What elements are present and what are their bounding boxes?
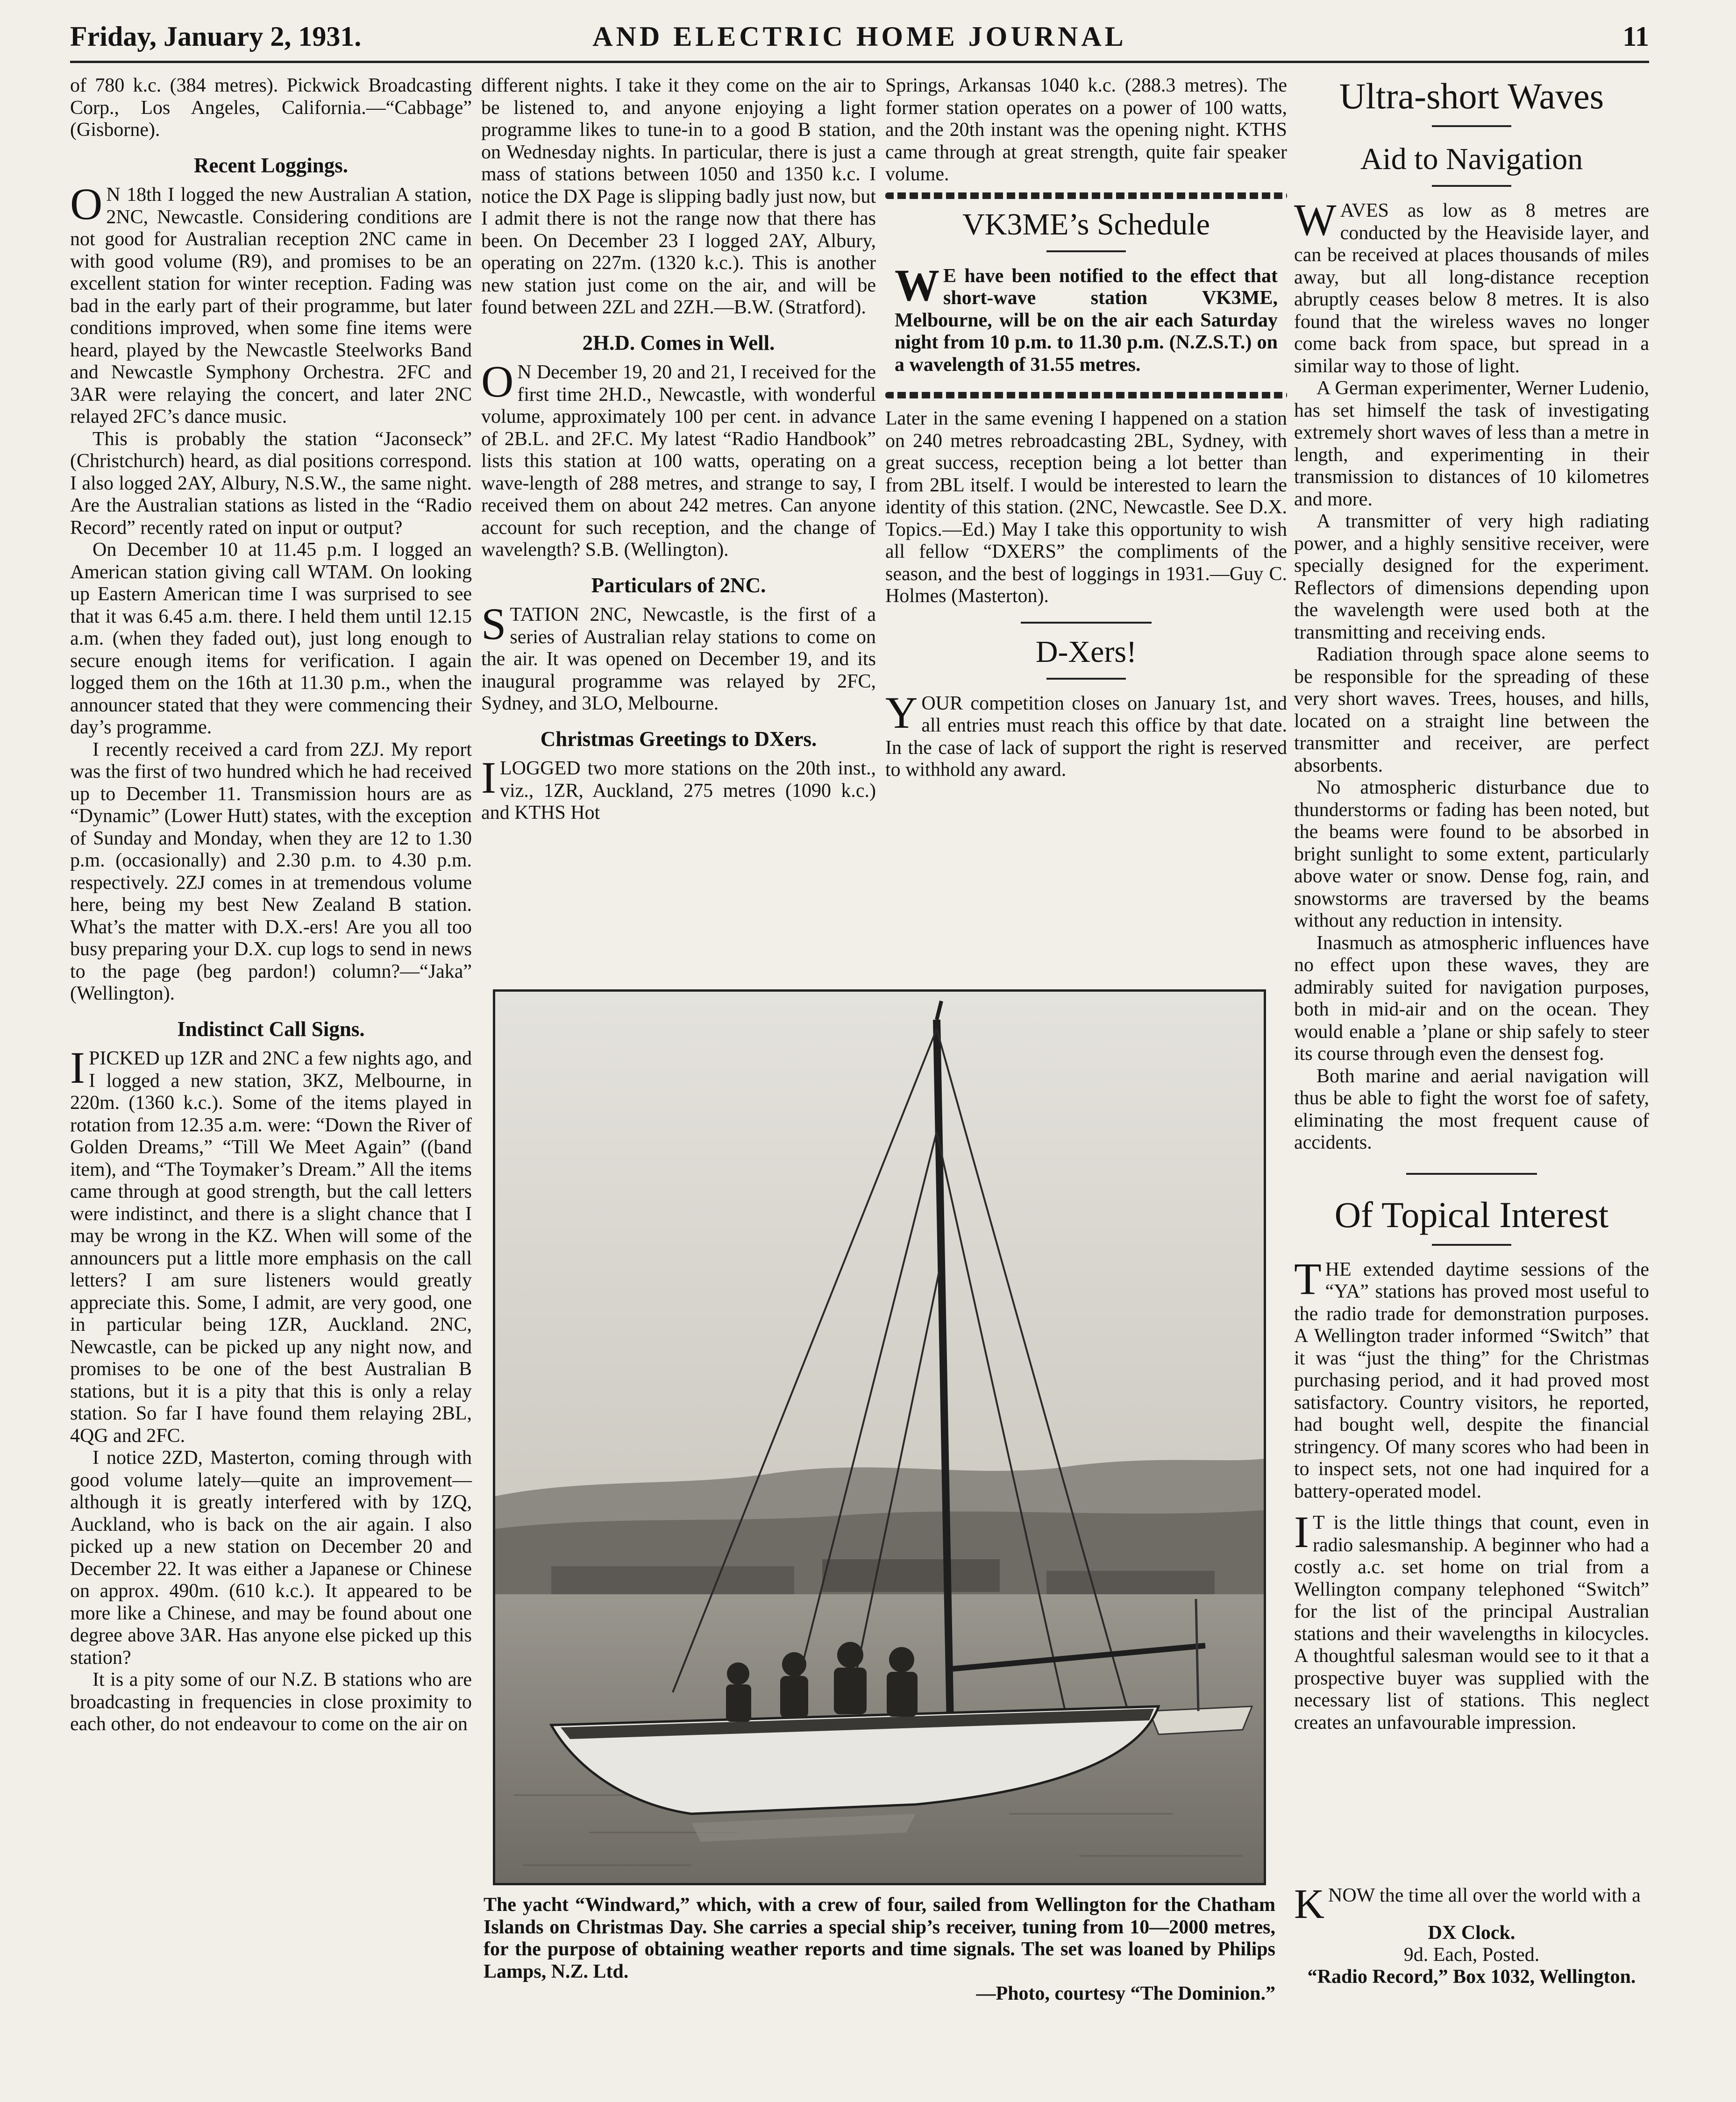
- advert-price: 9d. Each, Posted.: [1403, 1944, 1540, 1966]
- title-rule: [1432, 185, 1511, 187]
- paragraph: WAVES as low as 8 metres are conducted by the Heaviside layer, and can be received at places thousands of miles away, but all long-distance reception abruptly ceases below 8 metres. It is also found that the wireless waves no longer come back from space, but spread in a similar way to those of light.: [1294, 195, 1649, 377]
- article-title-topical-interest: Of Topical Interest: [1334, 1194, 1609, 1235]
- title-rule: [1432, 1244, 1511, 1246]
- chain-rule: [885, 192, 1287, 199]
- running-header: [70, 12, 1649, 59]
- paragraph: Later in the same evening I happened on a station on 240 metres rebroadcasting 2BL, Sydney, with great success, reception being a lot better than from 2BL itself. I would be interested to learn the identity of this station. (2NC, Newcastle. See D.X. Topics.—Ed.) May I take this opportunity to wish all fellow “DXERS” the compliments of the season, and the best of loggings in 1931.—Guy C. Holmes (Masterton).: [885, 408, 1287, 607]
- paragraph: ILOGGED two more stations on the 20th inst., viz., 1ZR, Auckland, 275 metres (1090 k.c.) and KTHS Hot: [481, 753, 876, 824]
- drop-cap: T: [1294, 1253, 1322, 1304]
- section-rule: [1406, 1173, 1537, 1175]
- vk3me-title: VK3ME’s Schedule: [962, 207, 1210, 241]
- paragraph: YOUR competition closes on January 1st, and all entries must reach this office by that date. In the case of lack of support the right is reserved to withhold any award.: [885, 687, 1287, 781]
- drop-cap: K: [1294, 1881, 1324, 1927]
- drop-cap: O: [481, 356, 514, 406]
- yacht-photo: [493, 989, 1266, 1885]
- paragraph: I recently received a card from 2ZJ. My report was the first of two hundred which he had received up to December 11. Transmission hours are as “Dynamic” (Lower Hutt) states, with the exception of Sunday and Monday, when they are 12 to 1.30 p.m. (occasionally) and 2.30 p.m. to 4.30 p.m. respectively. 2ZJ comes in at tremendous volume here, being my best New Zealand B station. What’s the matter with D.X.-ers! Are you all too busy preparing your D.X. cup logs to send in news to the page (beg pardon!) column?—“Jaka” (Wellington).: [70, 739, 472, 1004]
- dxers-title: D-Xers!: [1035, 634, 1137, 669]
- article-title-ultra-short-waves: Ultra-short Waves: [1339, 76, 1604, 116]
- subheading-2hd: 2H.D. Comes in Well.: [582, 331, 775, 355]
- issue-date: Friday, January 2, 1931.: [70, 21, 362, 52]
- column-1: [70, 75, 472, 1736]
- photo-caption: [484, 1894, 1275, 2005]
- yacht-illustration: [495, 992, 1264, 1883]
- paragraph: A German experimenter, Werner Ludenio, has set himself the task of investigating extremely short waves of less than a metre in length, and experimenting in their transmission to distances of 10 kilometres and more.: [1294, 377, 1649, 510]
- column-4: [1294, 75, 1649, 1734]
- paragraph: Inasmuch as atmospheric influences have no effect upon these waves, they are admirably suited for navigation purposes, both in mid-air and on the ocean. They would enable a ’plane or ship safely to steer its course through even the densest fog.: [1294, 932, 1649, 1065]
- title-rule: [1046, 678, 1126, 680]
- paragraph: I T is the little things that count, even in radio salesmanship. A beginner who had a costly a.c. set home on trial from a Wellington company telephoned “Switch” for the list of the principal Australian stations and their wavelengths in kilocycles. A thoughtful salesman would see to it that a prospective buyer was supplied with the necessary list of stations. This neglect creates an unfavourable impression.: [1294, 1507, 1649, 1733]
- paragraph: This is probably the station “Jaconseck” (Christchurch) heard, as dial positions correspond. I also logged 2AY, Albury, N.S.W., the same night. Are the Australian stations as listed in the “Radio Record” recently rated on input or output?: [70, 428, 472, 539]
- paragraph: It is a pity some of our N.Z. B stations who are broadcasting in frequencies in close proximity to each other, do not endeavour to come on the air on: [70, 1669, 472, 1735]
- paragraph: of 780 k.c. (384 metres). Pickwick Broadcasting Corp., Los Angeles, California.—“Cabbage” (Gisborne).: [70, 75, 472, 141]
- drop-cap: Y: [885, 687, 918, 738]
- publication-title: AND ELECTRIC HOME JOURNAL: [592, 21, 1127, 52]
- drop-cap: I: [70, 1043, 85, 1093]
- column-3: [885, 75, 1287, 781]
- header-rule: [70, 61, 1649, 63]
- drop-cap: S: [481, 599, 506, 649]
- subheading-indistinct-call-signs: Indistinct Call Signs.: [177, 1017, 365, 1041]
- chain-rule: [885, 392, 1287, 398]
- paragraph: On December 10 at 11.45 p.m. I logged an American station giving call WTAM. On looking up Eastern American time I was surprised to see that it was 6.45 a.m. there. I held them until 12.15 a.m. (when they faded out), just long enough to secure enough items for verification. I again logged them on the 16th at 11.30 p.m., when the announcer stated that they were commencing their day’s programme.: [70, 539, 472, 738]
- subheading-2nc: Particulars of 2NC.: [591, 573, 766, 597]
- advert-product: DX Clock.: [1428, 1922, 1515, 1944]
- paragraph: O N 18th I logged the new Australian A station, 2NC, Newcastle. Considering conditions are not good for Australian reception 2NC came in with good volume (R9), and promises to be an excellent station for winter reception. Fading was bad in the early part of their programme, but later conditions improved, when some fine items were heard, played by the Newcastle Steelworks Band and Newcastle Symphony Orchestra. 2FC and 3AR were relaying the concert, and later 2NC relayed 2FC’s dance music.: [70, 179, 472, 427]
- caption-text: The yacht “Windward,” which, with a crew of four, sailed from Wellington for the Chatham Islands on Christmas Day. She carries a special ship’s receiver, tuning from 10—2000 metres, for the purpose of obtaining weather reports and time signals. The set was loaned by Philips Lamps, N.Z. Ltd.: [484, 1894, 1275, 1982]
- paragraph: A transmitter of very high radiating power, and a highly sensitive receiver, were specially designed for the experiment. Reflectors of dimensions depending upon the wavelength were used both at the transmitting and receiving ends.: [1294, 511, 1649, 643]
- paragraph: O N December 19, 20 and 21, I received for the first time 2H.D., Newcastle, with wonderful volume, approximately 100 per cent. in advance of 2B.L. and 2F.C. My latest “Radio Handbook” lists this station at 100 watts, operating on a wave-length of 288 metres, and strange to say, I received them on about 242 metres. Can anyone account for such reception, and the change of wavelength? S.B. (Wellington).: [481, 356, 876, 561]
- paragraph: different nights. I take it they come on the air to be listened to, and anyone enjoying a light programme likes to tune-in to a good B station, on Wednesday nights. In particular, there is just a mass of stations between 1050 and 1350 k.c. I notice the DX Page is slipping badly just now, but I admit there is not the range now that there has been. On December 23 I logged 2AY, Albury, operating on 227m. (1320 k.c.). This is another new station just come on the air, and will be found between 2ZL and 2ZH.—B.W. (Stratford).: [481, 75, 876, 318]
- drop-cap: O: [70, 179, 103, 229]
- paragraph: No atmospheric disturbance due to thunderstorms or fading has been noted, but the beams were found to be absorbed in bright sunlight to some extent, particularly above water or snow. Dense fog, rain, and snowstorms are traversed by the beams without any reduction in intensity.: [1294, 777, 1649, 931]
- paragraph: Springs, Arkansas 1040 k.c. (288.3 metres). The former station operates on a power of 100 watts, and the 20th instant was the opening night. KTHS came through at great strength, quite fair speaker volume.: [885, 75, 1287, 185]
- subheading-christmas-greetings: Christmas Greetings to DXers.: [540, 727, 817, 751]
- photo-credit: —Photo, courtesy “The Dominion.”: [976, 1983, 1275, 2004]
- paragraph: THE extended daytime sessions of the “YA” stations has proved most useful to the radio trade for demonstration purposes. A Wellington trader informed “Switch” that it was “just the thing” for the Christmas purchasing period, and it had proved most satisfactory. Country visitors, he reported, had bought well, despite the financial stringency. Of many scores who had been in to inspect sets, not one had inquired for a battery-operated model.: [1294, 1253, 1649, 1502]
- title-rule: [1432, 125, 1511, 127]
- page-number: 11: [1622, 21, 1649, 52]
- drop-cap: I: [481, 753, 496, 802]
- vk3me-notice: W E have been notified to the effect that short-wave station VK3ME, Melbourne, will be on the air each Saturday night from 10 p.m. to 11.30 p.m. (N.Z.S.T.) on a wavelength of 31.55 metres.: [895, 260, 1278, 376]
- paragraph: Radiation through space alone seems to be responsible for the spreading of these very short waves. Trees, houses, and hills, located on a straight line between the transmitter and receiver, are perfect absorbents.: [1294, 644, 1649, 776]
- advert-address: “Radio Record,” Box 1032, Wellington.: [1307, 1966, 1636, 1988]
- article-subtitle-navigation: Aid to Navigation: [1360, 142, 1583, 176]
- advert-line: KNOW the time all over the world with a: [1294, 1881, 1641, 1927]
- section-rule: [1021, 622, 1152, 624]
- subheading-recent-loggings: Recent Loggings.: [194, 153, 348, 177]
- drop-cap: W: [1294, 195, 1337, 245]
- column-2: [481, 75, 876, 824]
- title-rule: [1046, 250, 1126, 252]
- paragraph: Both marine and aerial navigation will thus be able to fight the worst foe of safety, eliminating the most frequent cause of accidents.: [1294, 1065, 1649, 1153]
- drop-cap: W: [895, 260, 939, 310]
- paragraph: STATION 2NC, Newcastle, is the first of a series of Australian relay stations to come on the air. It was opened on December 19, and its inaugural programme was relayed by 2FC, Sydney, and 3LO, Melbourne.: [481, 599, 876, 714]
- paragraph: IPICKED up 1ZR and 2NC a few nights ago, and I logged a new station, 3KZ, Melbourne, in 220m. (1360 k.c.). Some of the items played in rotation from 12.35 a.m. were: “Down the River of Golden Dreams,” “Till We Meet Again” ((band item), and “The Toymaker’s Dream.” All the items came through at good strength, but the call letters were indistinct, and there is a slight chance that I may be wrong in the KZ. When will some of the announcers put a little more emphasis on the call letters? I am sure listeners would greatly appreciate this. Some, I admit, are very good, one in particular being 1ZR, Auckland. 2NC, Newcastle, can be picked up any night now, and promises to be one of the best Australian B stations, but it is a pity that this is only a relay station. So far I have found them relaying 2BL, 4QG and 2FC.: [70, 1043, 472, 1447]
- drop-cap: I: [1294, 1507, 1309, 1557]
- dx-clock-advert: [1294, 1881, 1649, 1988]
- paragraph: I notice 2ZD, Masterton, coming through with good volume lately—quite an improvement—although it is greatly interfered with by 1ZQ, Auckland, who is back on the air again. I also picked up a new station on December 20 and December 22. It was either a Japanese or Chinese on approx. 490m. (610 k.c.). It appeared to be more like a Chinese, and may be found about one degree above 3AR. Has anyone else picked up this station?: [70, 1447, 472, 1669]
